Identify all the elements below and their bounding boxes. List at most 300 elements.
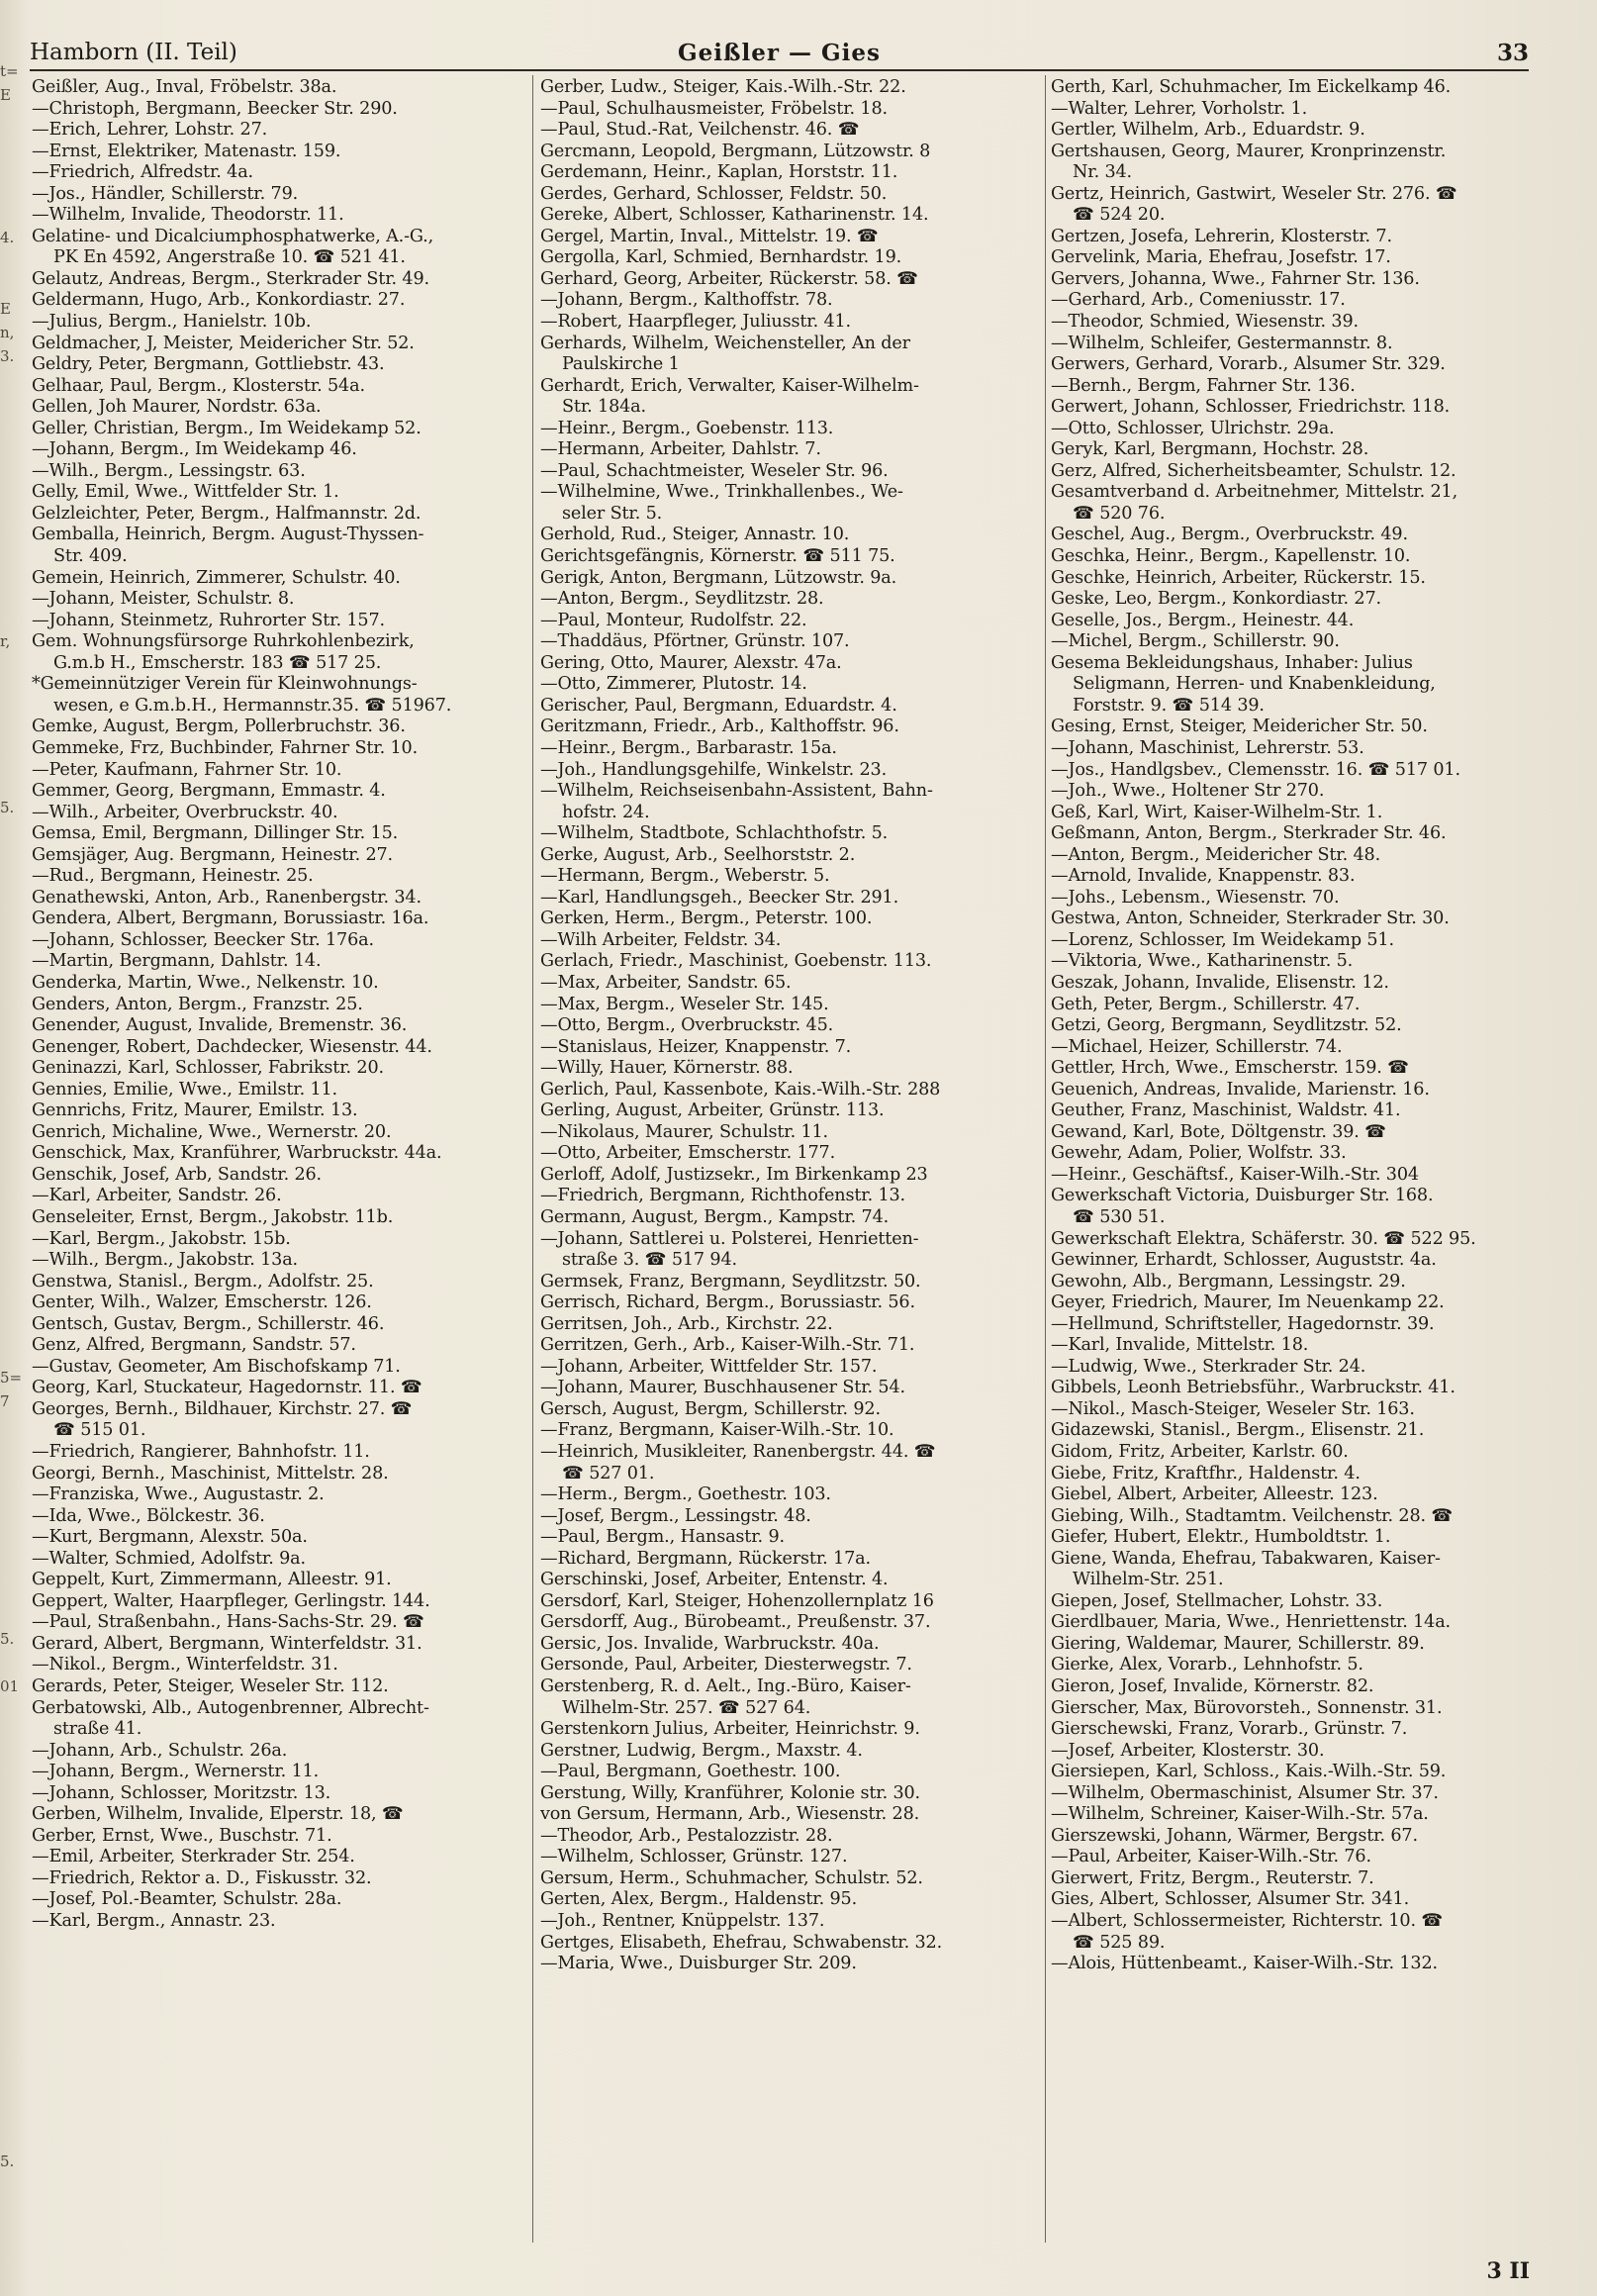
directory-entry: —Friedrich, Bergmann, Richthofenstr. 13. <box>540 1186 906 1206</box>
margin-fragment: E <box>0 86 11 104</box>
margin-fragment <box>0 1484 26 1508</box>
directory-entry: —Herm., Bergm., Goethestr. 103. <box>540 1484 831 1505</box>
directory-entry: —Johs., Lebensm., Wiesenstr. 70. <box>1051 887 1340 908</box>
directory-entry: Gemmeke, Frz, Buchbinder, Fahrner Str. 10. <box>32 737 419 758</box>
margin-fragment <box>0 1556 26 1579</box>
directory-entry: —Johann, Sattlerei u. Polsterei, Henrietten- <box>540 1228 919 1249</box>
directory-entry: Gelzleichter, Peter, Bergm., Halfmannstr. 2d. <box>32 503 422 524</box>
margin-fragment: 7 <box>0 1392 10 1410</box>
directory-entry-continuation: ☎ 520 76. <box>1073 503 1166 524</box>
margin-fragment <box>0 1865 26 1888</box>
margin-fragment <box>0 1104 26 1128</box>
margin-fragment <box>0 938 26 962</box>
directory-entry: —Josef, Arbeiter, Klosterstr. 30. <box>1051 1740 1325 1761</box>
margin-fragment <box>0 131 26 154</box>
directory-entry: Genschick, Max, Kranführer, Warbruckstr. 44a. <box>32 1143 442 1164</box>
directory-entry: Gennies, Emilie, Wwe., Emilstr. 11. <box>32 1079 337 1100</box>
directory-entry: Gettler, Hrch, Wwe., Emscherstr. 159. ☎ <box>1051 1058 1409 1079</box>
directory-entry: Gerschinski, Josef, Arbeiter, Entenstr. 4. <box>540 1570 889 1590</box>
directory-entry: —Bernh., Bergm, Fahrner Str. 136. <box>1051 375 1356 396</box>
directory-entry-continuation: Paulskirche 1 <box>562 354 680 375</box>
directory-entry: Gerhard, Georg, Arbeiter, Rückerstr. 58. ☎ <box>540 268 918 289</box>
directory-entry-continuation: Wilhelm-Str. 251. <box>1073 1570 1224 1590</box>
directory-entry: Gendera, Albert, Bergmann, Borussiastr. 16a. <box>32 909 429 929</box>
margin-fragment <box>0 772 26 796</box>
directory-entry: —Max, Arbeiter, Sandstr. 65. <box>540 972 792 993</box>
directory-entry-continuation: straße 3. ☎ 517 94. <box>562 1250 737 1271</box>
directory-entry: —Johann, Maschinist, Lehrerstr. 53. <box>1051 737 1364 758</box>
directory-entry: Gervers, Johanna, Wwe., Fahrner Str. 136. <box>1051 268 1420 289</box>
margin-fragment <box>0 914 26 938</box>
sheet-signature: 3 II <box>1486 2258 1530 2284</box>
directory-entry: Gercmann, Leopold, Bergmann, Lützowstr. 8 <box>540 141 931 161</box>
directory-entry: Gierwert, Fritz, Bergm., Reuterstr. 7. <box>1051 1867 1374 1888</box>
directory-entry: —Johann, Bergm., Kalthoffstr. 78. <box>540 290 833 311</box>
directory-entry: Gewohn, Alb., Bergmann, Lessingstr. 29. <box>1051 1271 1406 1292</box>
directory-entry: Gierschewski, Franz, Vorarb., Grünstr. 7. <box>1051 1719 1408 1740</box>
directory-entry: —Wilhelm, Invalide, Theodorstr. 11. <box>32 205 344 226</box>
margin-fragment: 5= <box>0 1369 23 1387</box>
directory-entry: —Theodor, Schmied, Wiesenstr. 39. <box>1051 312 1359 333</box>
directory-entry: Geth, Peter, Bergm., Schillerstr. 47. <box>1051 994 1361 1014</box>
margin-fragment <box>0 2102 26 2126</box>
directory-entry: Giebing, Wilh., Stadtamtm. Veilchenstr. 28. ☎ <box>1051 1505 1454 1526</box>
margin-fragment <box>0 1888 26 1912</box>
margin-fragment <box>0 558 26 582</box>
directory-entry: —Peter, Kaufmann, Fahrner Str. 10. <box>32 759 342 780</box>
directory-entry: Gerhardt, Erich, Verwalter, Kaiser-Wilhelm- <box>540 375 919 396</box>
directory-entry: —Johann, Bergm., Im Weidekamp 46. <box>32 439 357 460</box>
directory-entry: Genderka, Martin, Wwe., Nelkenstr. 10. <box>32 972 379 993</box>
directory-entry: —Lorenz, Schlosser, Im Weidekamp 51. <box>1051 929 1394 950</box>
margin-fragment <box>0 2007 26 2031</box>
directory-entry: —Heinrich, Musikleiter, Ranenbergstr. 44. ☎ <box>540 1442 936 1462</box>
directory-entry: Geldermann, Hugo, Arb., Konkordiastr. 27. <box>32 290 406 311</box>
margin-fragment <box>0 1841 26 1865</box>
directory-entry: —Otto, Schlosser, Ulrichstr. 29a. <box>1051 418 1335 438</box>
directory-entry: Genender, August, Invalide, Bremenstr. 36. <box>32 1015 408 1036</box>
margin-fragment <box>0 2078 26 2102</box>
directory-entry: —Jos., Handlgsbev., Clemensstr. 16. ☎ 517 01. <box>1051 759 1460 780</box>
margin-fragment <box>0 368 26 392</box>
page-header <box>30 40 1529 73</box>
directory-entry: —Erich, Lehrer, Lohstr. 27. <box>32 120 268 141</box>
directory-entry: Gertges, Elisabeth, Ehefrau, Schwabenstr. 32. <box>540 1932 943 1953</box>
directory-entry: —Otto, Bergm., Overbruckstr. 45. <box>540 1015 834 1036</box>
margin-fragment <box>0 1722 26 1746</box>
directory-entry: Gies, Albert, Schlosser, Alsumer Str. 341. <box>1051 1889 1410 1910</box>
directory-entry: Giene, Wanda, Ehefrau, Tabakwaren, Kaiser- <box>1051 1548 1441 1569</box>
margin-fragment <box>0 1461 26 1484</box>
directory-entry: Gemsa, Emil, Bergmann, Dillinger Str. 15. <box>32 823 399 844</box>
directory-entry: Gerdes, Gerhard, Schlosser, Feldstr. 50. <box>540 183 888 204</box>
margin-fragment <box>0 1936 26 1960</box>
directory-entry: —Wilhelm, Schreiner, Kaiser-Wilh.-Str. 57a. <box>1051 1804 1429 1825</box>
directory-entry: Gelly, Emil, Wwe., Wittfelder Str. 1. <box>32 482 339 503</box>
margin-fragment <box>0 724 26 748</box>
directory-entry: Gerlach, Friedr., Maschinist, Goebenstr. 113. <box>540 951 932 972</box>
directory-entry: Gerhards, Wilhelm, Weichensteller, An der <box>540 333 910 353</box>
directory-entry: Gidazewski, Stanisl., Bergm., Elisenstr. 21. <box>1051 1420 1425 1441</box>
directory-entry: Giering, Waldemar, Maurer, Schillerstr. 89. <box>1051 1633 1425 1654</box>
directory-entry: Germann, August, Bergm., Kampstr. 74. <box>540 1206 890 1227</box>
directory-entry: —Heinr., Bergm., Goebenstr. 113. <box>540 418 834 438</box>
directory-entry: —Alois, Hüttenbeamt., Kaiser-Wilh.-Str. 132. <box>1051 1954 1438 1974</box>
directory-entry: Gesing, Ernst, Steiger, Meidericher Str. 50. <box>1051 717 1428 737</box>
directory-entry: Gerstenkorn Julius, Arbeiter, Heinrichstr. 9. <box>540 1719 920 1740</box>
margin-fragment <box>0 582 26 606</box>
margin-fragment <box>0 986 26 1009</box>
margin-fragment <box>0 1081 26 1104</box>
directory-entry: Gerz, Alfred, Sicherheitsbeamter, Schulstr. 12. <box>1051 460 1456 481</box>
margin-fragment <box>0 867 26 891</box>
directory-entry-continuation: seler Str. 5. <box>562 503 663 524</box>
directory-entry: Gertler, Wilhelm, Arb., Eduardstr. 9. <box>1051 120 1365 141</box>
directory-entry: Geppert, Walter, Haarpfleger, Gerlingstr. 144. <box>32 1590 430 1611</box>
directory-entry: —Nikol., Bergm., Winterfeldstr. 31. <box>32 1655 338 1675</box>
directory-entry: Gerth, Karl, Schuhmacher, Im Eickelkamp 46. <box>1051 77 1452 97</box>
directory-entry: Genz, Alfred, Bergmann, Sandstr. 57. <box>32 1335 356 1356</box>
directory-entry: —Theodor, Arb., Pestalozzistr. 28. <box>540 1825 833 1846</box>
margin-fragment <box>0 1152 26 1176</box>
directory-entry-continuation: Nr. 34. <box>1073 162 1132 183</box>
directory-entry: Gellen, Joh Maurer, Nordstr. 63a. <box>32 397 322 418</box>
directory-entry: —Anton, Bergm., Seydlitzstr. 28. <box>540 589 824 610</box>
directory-entry: —Friedrich, Alfredstr. 4a. <box>32 162 253 183</box>
directory-entry: —Heinr., Bergm., Barbarastr. 15a. <box>540 737 837 758</box>
directory-entry: Gemballa, Heinrich, Bergm. August-Thyssen- <box>32 525 424 545</box>
margin-fragment <box>0 1532 26 1556</box>
directory-entry: —Michael, Heizer, Schillerstr. 74. <box>1051 1036 1343 1057</box>
directory-entry: Gibbels, Leonh Betriebsführ., Warbruckstr. 41. <box>1051 1378 1456 1398</box>
directory-entry: —Wilhelm, Stadtbote, Schlachthofstr. 5. <box>540 823 889 844</box>
margin-fragment <box>0 653 26 677</box>
directory-entry: —Wilh Arbeiter, Feldstr. 34. <box>540 929 782 950</box>
directory-entry: —Jos., Händler, Schillerstr. 79. <box>32 183 299 204</box>
margin-fragment <box>0 439 26 463</box>
header-name-range: Geißler — Gies <box>678 40 881 66</box>
directory-entry: —Karl, Bergm., Annastr. 23. <box>32 1911 276 1932</box>
directory-entry: —Paul, Bergm., Hansastr. 9. <box>540 1527 785 1548</box>
directory-entry: Gering, Otto, Maurer, Alexstr. 47a. <box>540 652 842 673</box>
directory-entry-continuation: ☎ 515 01. <box>53 1420 146 1441</box>
margin-fragment <box>0 1247 26 1271</box>
directory-entry: Gerten, Alex, Bergm., Haldenstr. 95. <box>540 1889 858 1910</box>
margin-fragment <box>0 2126 26 2150</box>
margin-fragment <box>0 1009 26 1033</box>
margin-fragment <box>0 202 26 226</box>
directory-entry: —Johann, Arbeiter, Wittfelder Str. 157. <box>540 1356 878 1377</box>
directory-entry: —Ida, Wwe., Bölckestr. 36. <box>32 1505 265 1526</box>
directory-entry: Geß, Karl, Wirt, Kaiser-Wilhelm-Str. 1. <box>1051 802 1383 822</box>
directory-entry: Georg, Karl, Stuckateur, Hagedornstr. 11. ☎ <box>32 1378 423 1398</box>
margin-fragment: 01 <box>0 1677 20 1695</box>
directory-entry: Gerhold, Rud., Steiger, Annastr. 10. <box>540 525 850 545</box>
directory-entry: —Martin, Bergmann, Dahlstr. 14. <box>32 951 322 972</box>
directory-entry: —Karl, Invalide, Mittelstr. 18. <box>1051 1335 1309 1356</box>
directory-entry: —Josef, Pol.-Beamter, Schulstr. 28a. <box>32 1889 342 1910</box>
directory-entry: Gestwa, Anton, Schneider, Sterkrader Str. 30. <box>1051 909 1450 929</box>
margin-fragment <box>0 1746 26 1770</box>
directory-entry: Geszak, Johann, Invalide, Elisenstr. 12. <box>1051 972 1389 993</box>
directory-entry: —Paul, Straßenbahn., Hans-Sachs-Str. 29. ☎ <box>32 1612 424 1633</box>
directory-entry: —Rud., Bergmann, Heinestr. 25. <box>32 866 314 887</box>
directory-entry: Gergel, Martin, Inval., Mittelstr. 19. ☎ <box>540 226 879 246</box>
directory-entry: —Wilh., Bergm., Jakobstr. 13a. <box>32 1250 298 1271</box>
margin-fragment: n, <box>0 324 15 341</box>
directory-entry: Genseleiter, Ernst, Bergm., Jakobstr. 11b. <box>32 1206 394 1227</box>
directory-entry: Gidom, Fritz, Arbeiter, Karlstr. 60. <box>1051 1442 1349 1462</box>
directory-entry: Geritzmann, Friedr., Arb., Kalthoffstr. 96. <box>540 717 899 737</box>
directory-entry: —Heinr., Geschäftsf., Kaiser-Wilh.-Str. 304 <box>1051 1164 1419 1185</box>
directory-entry: —Willy, Hauer, Körnerstr. 88. <box>540 1058 794 1079</box>
directory-entry: Geninazzi, Karl, Schlosser, Fabrikstr. 20. <box>32 1058 384 1079</box>
directory-entry: —Arnold, Invalide, Knappenstr. 83. <box>1051 866 1356 887</box>
margin-fragment: t= <box>0 62 19 80</box>
margin-fragment <box>0 487 26 511</box>
directory-entry: —Gerhard, Arb., Comeniusstr. 17. <box>1051 290 1346 311</box>
margin-fragment <box>0 1508 26 1532</box>
directory-entry: —Johann, Schlosser, Beecker Str. 176a. <box>32 929 374 950</box>
margin-fragment <box>0 1318 26 1342</box>
directory-entry: Gerrisch, Richard, Bergm., Borussiastr. 56. <box>540 1292 915 1313</box>
directory-entry: —Hermann, Arbeiter, Dahlstr. 7. <box>540 439 821 460</box>
directory-entry: Geske, Leo, Bergm., Konkordiastr. 27. <box>1051 589 1381 610</box>
directory-entry-continuation: straße 41. <box>53 1719 142 1740</box>
directory-entry-continuation: wesen, e G.m.b.H., Hermannstr.35. ☎ 51967. <box>53 695 452 716</box>
directory-entry-continuation: Forststr. 9. ☎ 514 39. <box>1073 695 1265 716</box>
directory-entry-continuation: ☎ 527 01. <box>562 1463 655 1483</box>
directory-entry: —Robert, Haarpfleger, Juliusstr. 41. <box>540 312 851 333</box>
margin-fragment <box>0 1698 26 1722</box>
directory-entry: —Karl, Bergm., Jakobstr. 15b. <box>32 1228 291 1249</box>
directory-entry: Getzi, Georg, Bergmann, Seydlitzstr. 52. <box>1051 1015 1402 1036</box>
directory-entry: Gewand, Karl, Bote, Döltgenstr. 39. ☎ <box>1051 1121 1386 1142</box>
directory-entry: —Otto, Arbeiter, Emscherstr. 177. <box>540 1143 836 1164</box>
directory-entry: Gemsjäger, Aug. Bergmann, Heinestr. 27. <box>32 844 393 865</box>
directory-entry: —Johann, Arb., Schulstr. 26a. <box>32 1740 288 1761</box>
left-margin-fragments <box>0 59 26 2170</box>
margin-fragment <box>0 843 26 867</box>
directory-entry-continuation: ☎ 530 51. <box>1073 1206 1166 1227</box>
directory-entry: Geschel, Aug., Bergm., Overbruckstr. 49. <box>1051 525 1408 545</box>
directory-entry: Gerloff, Adolf, Justizsekr., Im Birkenkamp 23 <box>540 1164 928 1185</box>
margin-fragment: 5. <box>0 799 15 816</box>
directory-entry: —Hellmund, Schriftsteller, Hagedornstr. 39. <box>1051 1313 1435 1334</box>
directory-entry: —Wilhelm, Reichseisenbahn-Assistent, Bahn- <box>540 781 933 802</box>
directory-entry: —Wilh., Bergm., Lessingstr. 63. <box>32 460 306 481</box>
margin-fragment: 5. <box>0 1630 15 1648</box>
directory-entry: Geßmann, Anton, Bergm., Sterkrader Str. 46. <box>1051 823 1447 844</box>
margin-fragment <box>0 463 26 487</box>
directory-entry: Geißler, Aug., Inval, Fröbelstr. 38a. <box>32 77 337 97</box>
margin-fragment <box>0 1294 26 1318</box>
directory-entry: Geryk, Karl, Bergmann, Hochstr. 28. <box>1051 439 1369 460</box>
directory-entry: —Johann, Bergm., Wernerstr. 11. <box>32 1762 320 1782</box>
directory-entry: —Walter, Schmied, Adolfstr. 9a. <box>32 1548 306 1569</box>
directory-entry: Giefer, Hubert, Elektr., Humboldtstr. 1. <box>1051 1527 1391 1548</box>
directory-entry: —Josef, Bergm., Lessingstr. 48. <box>540 1505 811 1526</box>
directory-entry: Genschik, Josef, Arb, Sandstr. 26. <box>32 1164 322 1185</box>
margin-fragment <box>0 392 26 416</box>
directory-entry: Geschke, Heinrich, Arbeiter, Rückerstr. 15. <box>1051 567 1426 588</box>
directory-entry: —Stanislaus, Heizer, Knappenstr. 7. <box>540 1036 852 1057</box>
directory-entry: Gerber, Ernst, Wwe., Buschstr. 71. <box>32 1825 332 1846</box>
directory-entry: Gelhaar, Paul, Bergm., Klosterstr. 54a. <box>32 375 365 396</box>
directory-entry: —Julius, Bergm., Hanielstr. 10b. <box>32 312 312 333</box>
margin-fragment <box>0 891 26 914</box>
directory-entry: Gierszewski, Johann, Wärmer, Bergstr. 67. <box>1051 1825 1418 1846</box>
directory-entry: Gerard, Albert, Bergmann, Winterfeldstr. 31. <box>32 1633 423 1654</box>
directory-entry: Gertz, Heinrich, Gastwirt, Weseler Str. 276. ☎ <box>1051 183 1457 204</box>
directory-entry: Genders, Anton, Bergm., Franzstr. 25. <box>32 994 363 1014</box>
directory-entry: —Albert, Schlossermeister, Richterstr. 10. ☎ <box>1051 1911 1444 1932</box>
margin-fragment <box>0 154 26 178</box>
directory-entry: Gerstenberg, R. d. Aelt., Ing.-Büro, Kaiser- <box>540 1676 911 1697</box>
directory-entry: —Otto, Zimmerer, Plutostr. 14. <box>540 674 807 695</box>
directory-entry: —Paul, Monteur, Rudolfstr. 22. <box>540 610 807 630</box>
directory-entry: Gesema Bekleidungshaus, Inhaber: Julius <box>1051 652 1413 673</box>
directory-entry: *Gemeinnütziger Verein für Kleinwohnungs- <box>32 674 418 695</box>
directory-entry: Gentsch, Gustav, Bergm., Schillerstr. 46. <box>32 1313 385 1334</box>
margin-fragment <box>0 2031 26 2055</box>
directory-entry: —Hermann, Bergm., Weberstr. 5. <box>540 866 830 887</box>
margin-fragment <box>0 701 26 724</box>
directory-entry: —Franziska, Wwe., Augustastr. 2. <box>32 1484 325 1505</box>
directory-entry: Gierdlbauer, Maria, Wwe., Henriettenstr. 14a. <box>1051 1612 1451 1633</box>
directory-entry: Georgi, Bernh., Maschinist, Mittelstr. 28. <box>32 1463 389 1483</box>
directory-entry: Gersonde, Paul, Arbeiter, Diesterwegstr. 7. <box>540 1655 912 1675</box>
margin-fragment <box>0 1176 26 1199</box>
directory-entry-continuation: ☎ 525 89. <box>1073 1932 1166 1953</box>
directory-entry: Giepen, Josef, Stellmacher, Lohstr. 33. <box>1051 1590 1383 1611</box>
margin-fragment <box>0 511 26 534</box>
directory-entry: Gerke, August, Arb., Seelhorststr. 2. <box>540 844 856 865</box>
margin-fragment <box>0 606 26 629</box>
directory-entry: Gerdemann, Heinr., Kaplan, Horststr. 11. <box>540 162 898 183</box>
directory-entry: Gersch, August, Bergm, Schillerstr. 92. <box>540 1398 881 1419</box>
directory-entry: Gervelink, Maria, Ehefrau, Josefstr. 17. <box>1051 247 1391 268</box>
header-rule <box>30 69 1529 71</box>
directory-entry: —Joh., Wwe., Holtener Str 270. <box>1051 781 1325 802</box>
directory-entry: Gerken, Herm., Bergm., Peterstr. 100. <box>540 909 873 929</box>
directory-entry: Gerlich, Paul, Kassenbote, Kais.-Wilh.-Str. 288 <box>540 1079 941 1100</box>
directory-entry: von Gersum, Hermann, Arb., Wiesenstr. 28. <box>540 1804 920 1825</box>
directory-entry: Giebel, Albert, Arbeiter, Alleestr. 123. <box>1051 1484 1378 1505</box>
directory-entry: Genter, Wilh., Walzer, Emscherstr. 126. <box>32 1292 372 1313</box>
directory-entry: Gersum, Herm., Schuhmacher, Schulstr. 52. <box>540 1867 923 1888</box>
directory-entry: Gemke, August, Bergm, Pollerbruchstr. 36. <box>32 717 406 737</box>
directory-entry: —Johann, Schlosser, Moritzstr. 13. <box>32 1782 331 1803</box>
directory-entry: —Paul, Schachtmeister, Weseler Str. 96. <box>540 460 889 481</box>
directory-entry-continuation: Str. 409. <box>53 546 128 567</box>
directory-entry: Gemein, Heinrich, Zimmerer, Schulstr. 40. <box>32 567 401 588</box>
directory-entry: Gerritsen, Joh., Arb., Kirchstr. 22. <box>540 1313 833 1334</box>
margin-fragment <box>0 819 26 843</box>
directory-entry: —Walter, Lehrer, Vorholstr. 1. <box>1051 98 1308 119</box>
directory-entry: —Thaddäus, Pförtner, Grünstr. 107. <box>540 631 850 652</box>
directory-entry: —Paul, Arbeiter, Kaiser-Wilh.-Str. 76. <box>1051 1847 1371 1867</box>
directory-entry: Gereke, Albert, Schlosser, Katharinenstr. 14. <box>540 205 929 226</box>
margin-fragment <box>0 1603 26 1627</box>
margin-fragment <box>0 1983 26 2007</box>
margin-fragment <box>0 2055 26 2078</box>
directory-entry: —Paul, Bergmann, Goethestr. 100. <box>540 1762 841 1782</box>
directory-entry: Genrich, Michaline, Wwe., Wernerstr. 20. <box>32 1121 392 1142</box>
margin-fragment <box>0 416 26 439</box>
margin-fragment: 3. <box>0 347 15 365</box>
margin-fragment <box>0 107 26 131</box>
margin-fragment <box>0 1793 26 1817</box>
directory-entry: Germsek, Franz, Bergmann, Seydlitzstr. 50. <box>540 1271 921 1292</box>
margin-fragment <box>0 1817 26 1841</box>
directory-entry: —Friedrich, Rangierer, Bahnhofstr. 11. <box>32 1442 370 1462</box>
directory-entry: Gertshausen, Georg, Maurer, Kronprinzenstr. <box>1051 141 1447 161</box>
directory-entry: Giebe, Fritz, Kraftfhr., Haldenstr. 4. <box>1051 1463 1361 1483</box>
margin-fragment: 5. <box>0 2152 15 2170</box>
margin-fragment <box>0 748 26 772</box>
directory-entry: Gennrichs, Fritz, Maurer, Emilstr. 13. <box>32 1100 358 1121</box>
margin-fragment <box>0 1437 26 1461</box>
margin-fragment <box>0 1912 26 1936</box>
directory-entry: —Michel, Bergm., Schillerstr. 90. <box>1051 631 1340 652</box>
directory-entry: —Friedrich, Rektor a. D., Fiskusstr. 32. <box>32 1867 372 1888</box>
directory-entry: Georges, Bernh., Bildhauer, Kirchstr. 27. ☎ <box>32 1398 413 1419</box>
directory-entry: Gerritzen, Gerh., Arb., Kaiser-Wilh.-Str. 71. <box>540 1335 915 1356</box>
directory-entry: —Franz, Bergmann, Kaiser-Wilh.-Str. 10. <box>540 1420 894 1441</box>
directory-entry: —Wilhelm, Obermaschinist, Alsumer Str. 37. <box>1051 1782 1439 1803</box>
directory-entry-continuation: hofstr. 24. <box>562 802 650 822</box>
directory-entry: —Ernst, Elektriker, Matenastr. 159. <box>32 141 341 161</box>
directory-entry: Gelautz, Andreas, Bergm., Sterkrader Str. 49. <box>32 268 429 289</box>
directory-entry: —Wilhelm, Schlosser, Grünstr. 127. <box>540 1847 848 1867</box>
directory-entry: Gergolla, Karl, Schmied, Bernhardstr. 19. <box>540 247 902 268</box>
directory-entry-continuation: G.m.b H., Emscherstr. 183 ☎ 517 25. <box>53 652 382 673</box>
directory-entry: —Emil, Arbeiter, Sterkrader Str. 254. <box>32 1847 355 1867</box>
directory-entry: Gewehr, Adam, Polier, Wolfstr. 33. <box>1051 1143 1347 1164</box>
margin-fragment <box>0 178 26 202</box>
margin-fragment <box>0 962 26 986</box>
directory-entry: —Paul, Stud.-Rat, Veilchenstr. 46. ☎ <box>540 120 860 141</box>
margin-fragment <box>0 1960 26 1983</box>
directory-entry-continuation: PK En 4592, Angerstraße 10. ☎ 521 41. <box>53 247 406 268</box>
directory-entry-continuation: Seligmann, Herren- und Knabenkleidung, <box>1073 674 1436 695</box>
directory-entry: Gewinner, Erhardt, Schlosser, Auguststr. 4a. <box>1051 1250 1437 1271</box>
margin-fragment <box>0 1413 26 1437</box>
directory-entry: —Gustav, Geometer, Am Bischofskamp 71. <box>32 1356 401 1377</box>
margin-fragment <box>0 1271 26 1294</box>
directory-entry: Gelatine- und Dicalciumphosphatwerke, A.-G., <box>32 226 434 246</box>
directory-entry: Geuther, Franz, Maschinist, Waldstr. 41. <box>1051 1100 1401 1121</box>
directory-entry: Gewerkschaft Victoria, Duisburger Str. 168. <box>1051 1186 1434 1206</box>
directory-entry: —Richard, Bergmann, Rückerstr. 17a. <box>540 1548 871 1569</box>
directory-entry: —Joh., Handlungsgehilfe, Winkelstr. 23. <box>540 759 888 780</box>
margin-fragment <box>0 1033 26 1057</box>
directory-entry: Gersic, Jos. Invalide, Warbruckstr. 40a. <box>540 1633 880 1654</box>
directory-entry: Geselle, Jos., Bergm., Heinestr. 44. <box>1051 610 1355 630</box>
directory-entry: Geldry, Peter, Bergmann, Gottliebstr. 43. <box>32 354 385 375</box>
directory-entry: —Wilh., Arbeiter, Overbruckstr. 40. <box>32 802 338 822</box>
directory-entry: Gerbatowski, Alb., Autogenbrenner, Albrecht- <box>32 1697 429 1718</box>
directory-entry: —Viktoria, Wwe., Katharinenstr. 5. <box>1051 951 1354 972</box>
directory-entry: —Wilhelm, Schleifer, Gestermannstr. 8. <box>1051 333 1393 353</box>
directory-entry: Giersiepen, Karl, Schloss., Kais.-Wilh.-Str. 59. <box>1051 1762 1447 1782</box>
directory-column-3 <box>1051 77 1546 2245</box>
directory-entry: Geschka, Heinr., Bergm., Kapellenstr. 10. <box>1051 546 1411 567</box>
directory-entry: Gersdorf, Karl, Steiger, Hohenzollernplatz 16 <box>540 1590 934 1611</box>
directory-entry: Genstwa, Stanisl., Bergm., Adolfstr. 25. <box>32 1271 374 1292</box>
directory-entry: —Maria, Wwe., Duisburger Str. 209. <box>540 1954 857 1974</box>
